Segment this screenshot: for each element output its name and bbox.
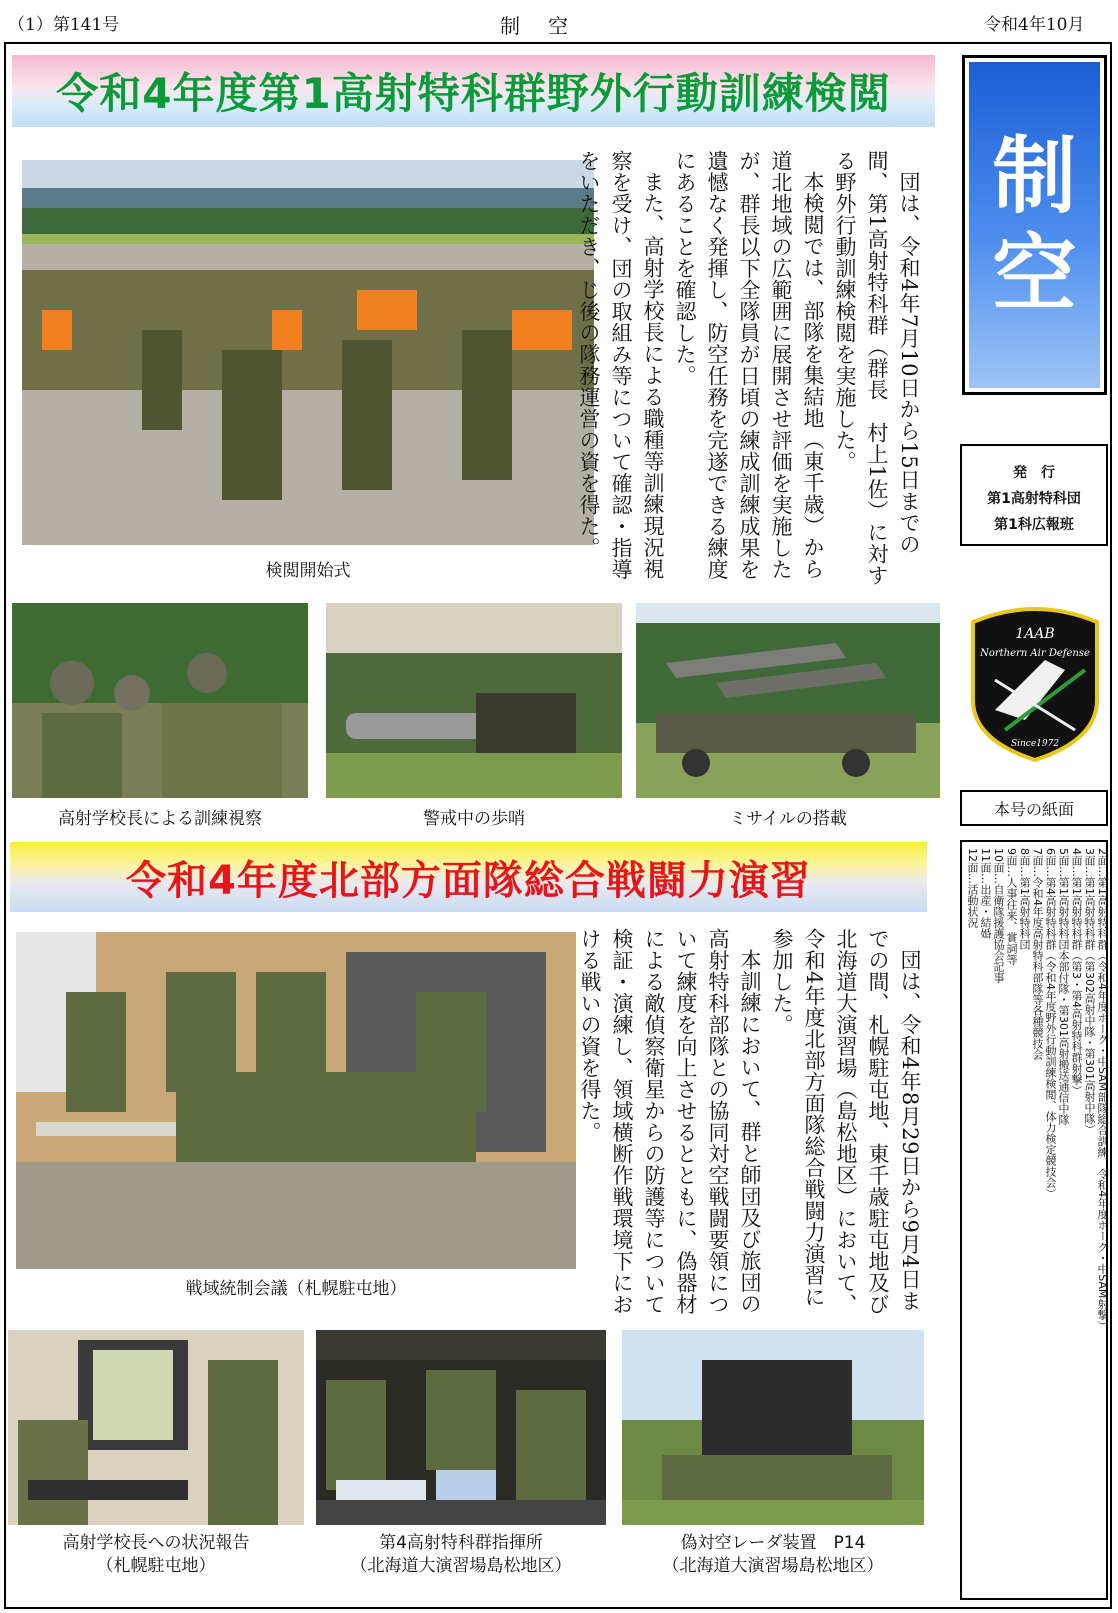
paper-name: 制 空 xyxy=(500,14,572,38)
issue-number: （1）第141号 xyxy=(8,15,120,35)
toc-item: 5面…第1高射特科団本部付隊・第301高射搬送通信中隊 xyxy=(1057,848,1070,1125)
article1-title: 令和4年度第1高射特科群野外行動訓練検閲 xyxy=(12,55,935,127)
photo-sentry xyxy=(326,603,622,798)
caption-missile-loading: ミサイルの搭載 xyxy=(729,809,847,829)
publisher-box xyxy=(960,444,1108,546)
toc-item: 8面…第1高射特科団 xyxy=(1018,848,1031,950)
toc-item: 2面…第1高射特科群（令和4年度ホーク・中SAM部隊総合訓練、令和4年度ホーク・中SAM射撃） xyxy=(1096,848,1109,1332)
masthead-char: 空 xyxy=(992,225,1077,323)
article2-paragraph: 本訓練において、群と師団及び旅団の高射特科部隊との協同対空戦闘要領について練度を向上させるとともに、偽器材による敵偵察衛星からの防護等について検証・演練し、領域横断作戦環境下における戦いの資を得た。 xyxy=(578,928,762,1315)
article1-body xyxy=(577,150,925,590)
photo-command-post xyxy=(316,1330,606,1525)
photo-theater-control-meeting xyxy=(16,932,576,1269)
toc-item: 9面…人事往来、賞詞等 xyxy=(1005,848,1018,965)
photo-training-inspection xyxy=(12,603,308,798)
caption-decoy-radar xyxy=(622,1532,924,1578)
toc-item: 6面…第4高射特科群（令和4年度野外行動訓練検閲、体力検定競技会） xyxy=(1044,848,1057,1199)
caption-line: 偽対空レーダ装置 P14 xyxy=(680,1533,866,1553)
article1-paragraph: 本検閲では、部隊を集結地（東千歳）から道北地域の広範囲に展開させ評価を実施したが、群長以下全隊員が日頃の練成訓練成果を遺憾なく発揮し、防空任務を完遂できる練度にあることを確認した。 xyxy=(673,150,825,580)
emblem-top-text: 1AAB xyxy=(1015,626,1055,642)
issue-date: 令和4年10月 xyxy=(984,15,1085,35)
article2-body xyxy=(578,928,926,1318)
photo-status-report xyxy=(8,1330,304,1525)
toc-item: 10面…自衛隊援護協会記事 xyxy=(992,848,1005,983)
photo-missile-loading xyxy=(636,603,940,798)
caption-line: （北海道大演習場島松地区） xyxy=(350,1555,572,1576)
publisher-section: 第1科広報班 xyxy=(994,517,1074,533)
article1-paragraph: 団は、令和4年7月10日から15日までの間、第1高射特科群（群長 村上1佐）に対する野外行動訓練検閲を実施した。 xyxy=(833,150,921,587)
unit-emblem xyxy=(965,600,1105,762)
publisher-unit: 第1高射特科団 xyxy=(987,491,1081,507)
toc-item: 7面…令和4年度高射特科部隊等各種競技会 xyxy=(1031,848,1044,1060)
photo-inspection-ceremony xyxy=(22,160,594,545)
toc-item: 4面…第1高射特科群（第3・第4高射特科群射撃） xyxy=(1070,848,1083,1096)
toc-item: 3面…第1高射特科群（第302高射中隊・第301高射中隊） xyxy=(1083,848,1096,1135)
toc-title: 本号の紙面 xyxy=(960,790,1108,826)
photo-decoy-radar xyxy=(622,1330,924,1525)
caption-line: （北海道大演習場島松地区） xyxy=(662,1555,884,1576)
publisher-label: 発 行 xyxy=(1013,465,1055,481)
caption-line: 高射学校長への状況報告 xyxy=(62,1533,250,1553)
toc-item: 12面…活動状況 xyxy=(966,848,979,928)
toc-list xyxy=(966,848,1109,1592)
article2-paragraph: 団は、令和4年8月29日から9月4日までの間、札幌駐屯地、東千歳駐屯地及び北海道大演習場（島松地区）において、令和4年度北部方面隊総合戦闘力演習に参加した。 xyxy=(770,928,922,1315)
toc-item: 11面…出産・結婚 xyxy=(979,848,992,939)
caption-sentry: 警戒中の歩哨 xyxy=(423,809,525,829)
caption-status-report xyxy=(8,1532,304,1578)
caption-inspection-ceremony: 検閲開始式 xyxy=(265,561,351,581)
caption-line: 第4高射特科群指揮所 xyxy=(379,1533,543,1553)
emblem-bottom-text: Since1972 xyxy=(1010,739,1060,749)
caption-training-inspection: 高射学校長による訓練視察 xyxy=(58,809,262,829)
caption-command-post xyxy=(316,1532,606,1578)
table-of-contents xyxy=(960,840,1108,1600)
masthead xyxy=(962,55,1107,395)
article2-title: 令和4年度北部方面隊総合戦闘力演習 xyxy=(10,842,927,912)
caption-theater-control-meeting: 戦域統制会議（札幌駐屯地） xyxy=(185,1279,407,1299)
article1-paragraph: また、高射学校長による職種等訓練現況視察を受け、団の取組み等について確認・指導をいただき、じ後の隊務運営の資を得た。 xyxy=(577,150,665,580)
emblem-middle-text: Northern Air Defense xyxy=(980,648,1090,659)
caption-line: （札幌駐屯地） xyxy=(96,1555,216,1576)
masthead-char: 制 xyxy=(992,127,1077,225)
